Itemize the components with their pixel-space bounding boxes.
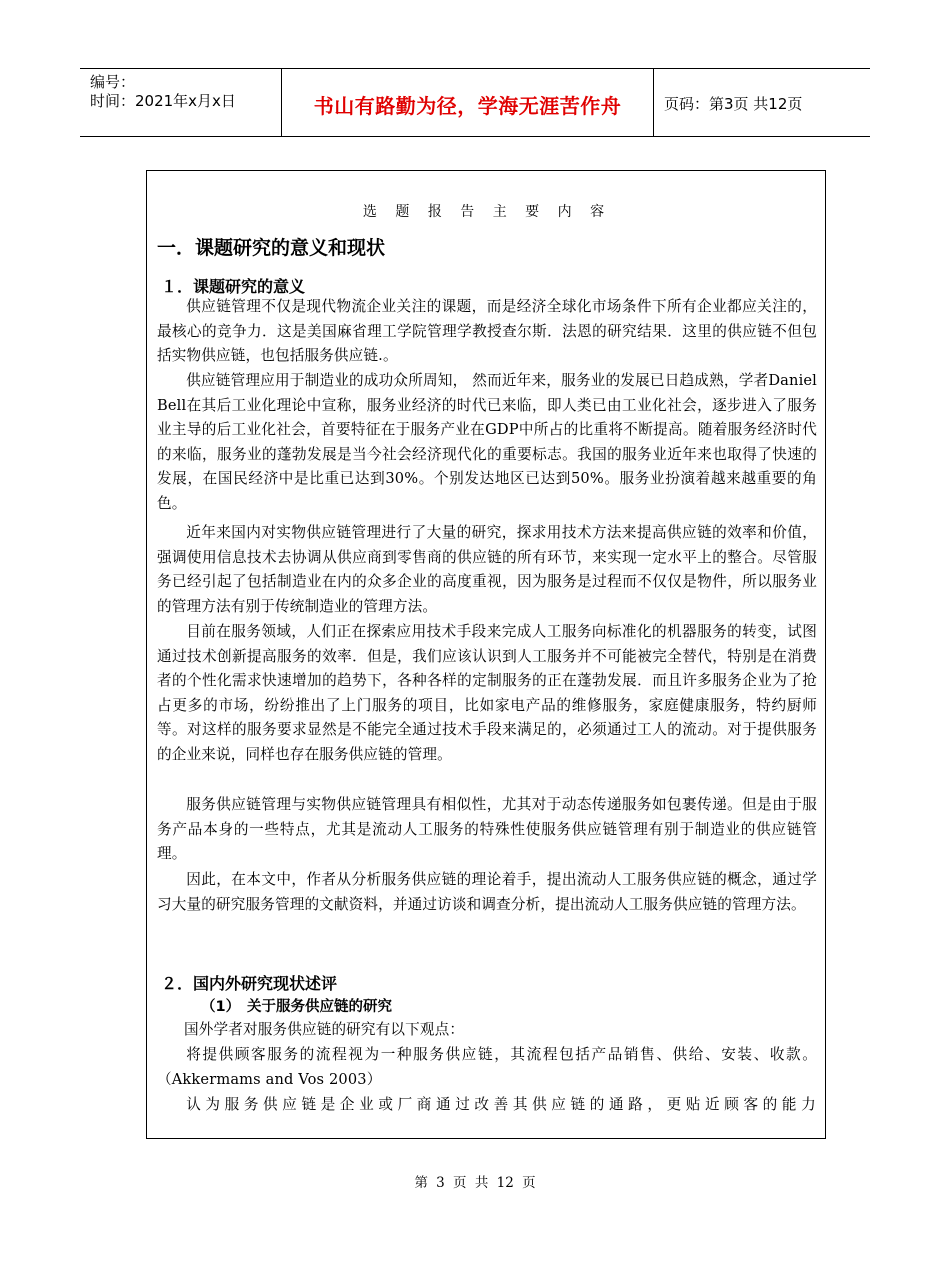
header-meta [80, 69, 282, 136]
main-heading: 一．课题研究的意义和现状 [157, 237, 386, 259]
section1-paragraph-6: 因此，在本文中，作者从分析服务供应链的理论着手，提出流动人工服务供应链的概念，通过学习大量的研究服务管理的文献资料，并通过访谈和调查分析，提出流动人工服务供应链的管理方法。 [157, 871, 817, 913]
section1-heading: １．课题研究的意义 [161, 277, 306, 296]
box-title: 选 题 报 告 主 要 内 容 [362, 204, 612, 220]
section2-paragraph-1: 国外学者对服务供应链的研究有以下观点： [184, 1021, 465, 1038]
section1-paragraph-3: 近年来国内对实物供应链管理进行了大量的研究，探求用技术方法来提高供应链的效率和价值，强调使用信息技术去协调从供应商到零售商的供应链的所有环节，来实现一定水平上的整合。尽管服务已经引起了包括制造业在内的众多企业的高度重视，因为服务是过程而不仅仅是物件，所以服务业的管理方法有别于传统制造业的管理方法。 [157, 524, 817, 615]
time-label: 时间：2021年x月x日 [90, 92, 236, 110]
section2-heading: ２．国内外研究现状述评 [161, 974, 338, 993]
subheading-text: 关于服务供应链的研究 [247, 999, 392, 1015]
section1-paragraph-4: 目前在服务领域，人们正在探索应用技术手段来完成人工服务向标准化的机器服务的转变，试图通过技术创新提高服务的效率．但是，我们应该认识到人工服务并不可能被完全替代，特别是在消费者的个性化需求快速增加的趋势下，各种各样的定制服务的正在蓬勃发展．而且许多服务企业为了抢占更多的市场，纷纷推出了上门服务的项目，比如家电产品的维修服务，家庭健康服务，特约厨师等。对这样的服务要求显然是不能完全通过技术手段来满足的，必须通过工人的流动。对于提供服务的企业来说，同样也存在服务供应链的管理。 [157, 623, 817, 763]
section2-paragraph-2: 将提供顾客服务的流程视为一种服务供应链，其流程包括产品销售、供给、安装、收款。（Akkermams and Vos 2003） [157, 1046, 817, 1088]
content-box [146, 170, 826, 1139]
header-page-info: 页码：第3页 共12页 [664, 95, 803, 113]
section2-subheading [201, 995, 392, 1016]
subheading-number: （1） [201, 999, 241, 1015]
page-header [80, 68, 870, 137]
section1-paragraph-1: 供应链管理不仅是现代物流企业关注的课题，而是经济全球化市场条件下所有企业都应关注的，最核心的竞争力．这是美国麻省理工学院管理学教授查尔斯．法恩的研究结果．这里的供应链不但包括实物供应链，也包括服务供应链.。 [157, 298, 817, 364]
page-footer: 第 3 页 共 12 页 [414, 1175, 536, 1191]
header-motto: 书山有路勤为径，学海无涯苦作舟 [282, 69, 654, 136]
number-label: 编号： [90, 73, 136, 91]
section2-paragraph-3: 认为服务供应链是企业或厂商通过改善其供应链的通路，更贴近顾客的能力 [186, 1096, 817, 1113]
section1-paragraph-5: 服务供应链管理与实物供应链管理具有相似性，尤其对于动态传递服务如包裹传递。但是由于服务产品本身的一些特点，尤其是流动人工服务的特殊性使服务供应链管理有别于制造业的供应链管理。 [157, 796, 817, 862]
section1-paragraph-2: 供应链管理应用于制造业的成功众所周知， 然而近年来，服务业的发展已日趋成熟，学者Daniel Bell在其后工业化理论中宣称，服务业经济的时代已来临，即人类已由工业化社会，逐步进入了服务业主导的后工业化社会，首要特征在于服务产业在GDP中所占的比重将不断提高。随着服务经济时代的来临，服务业的蓬勃发展是当今社会经济现代化的重要标志。我国的服务业近年来也取得了快速的发展，在国民经济中是比重已达到30%。个别发达地区已达到50%。服务业扮演着越来越重要的角色。 [157, 372, 817, 512]
